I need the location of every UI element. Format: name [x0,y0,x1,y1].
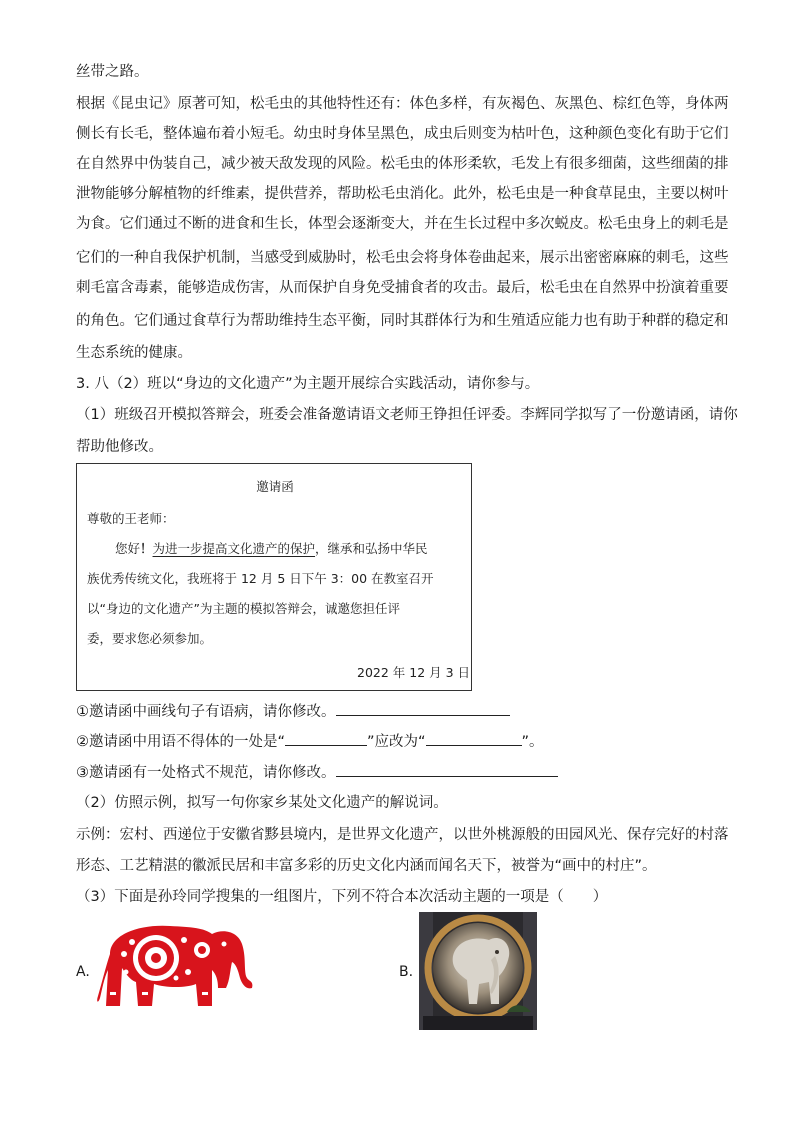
option-a-label: A. [76,964,90,980]
item-3 [76,762,558,783]
sub-question-3: （3）下面是孙玲同学搜集的一组图片，下列不符合本次活动主题的一项是（ ） [76,889,608,905]
underlined-sentence: 为进一步提高文化遗产的保护 [152,541,316,556]
text-line: 泄物能够分解植物的纤维素，提供营养，帮助松毛虫消化。此外，松毛虫是一种食草昆虫，主要以树叶 [76,186,729,202]
sub-question-1: （1）班级召开模拟答辩会，班委会准备邀请语文老师王铮担任评委。李辉同学拟写了一份邀请函，请你 [76,407,738,423]
letter-body-text: ，继承和弘扬中华民 [315,541,428,556]
text-line: 根据《昆虫记》原著可知，松毛虫的其他特性还有：体色多样，有灰褐色、灰黑色、棕红色等，身体两 [76,96,729,112]
text-line: 丝带之路。 [76,64,149,80]
letter-greeting: 您好 [115,541,141,556]
option-b-label: B. [399,964,414,980]
sub-question-2: （2）仿照示例，拟写一句你家乡某处文化遗产的解说词。 [76,795,448,811]
answer-blank[interactable] [336,701,510,716]
letter-body-line [115,540,428,558]
framed-elephant-image[interactable] [419,912,537,1030]
example-line: 形态、工艺精湛的徽派民居和丰富多彩的历史文化内涵而闻名天下，被誉为“画中的村庄”。 [76,858,657,874]
item-2-text: ”。 [521,734,544,750]
papercut-elephant-image[interactable] [96,918,254,1022]
letter-body-line: 族优秀传统文化，我班将于 12 月 5 日下午 3：00 在教室召开 [87,571,434,586]
item-2-text: ”应改为“ [367,734,426,750]
invitation-letter-box [76,463,472,691]
example-line: 示例：宏村、西递位于安徽省黟县境内，是世界文化遗产，以世外桃源般的田园风光、保存完好的村落 [76,827,729,843]
text-line: 刺毛富含毒素，能够造成伤害，从而保护自身免受捕食者的攻击。最后，松毛虫在自然界中扮演着重要 [76,280,729,296]
item-1-text: ①邀请函中画线句子有语病，请你修改。 [76,704,336,720]
text-line: 在自然界中伪装自己，减少被天敌发现的风险。松毛虫的体形柔软，毛发上有很多细菌，这些细菌的排 [76,156,729,172]
letter-body-line: 委，要求您必须参加。 [87,631,213,646]
sub-question-1-cont: 帮助他修改。 [76,439,163,455]
text-line: 它们的一种自我保护机制，当感受到威胁时，松毛虫会将身体卷曲起来，展示出密密麻麻的刺毛，这些 [76,250,729,266]
item-1 [76,701,510,722]
question-3-intro: 3. 八（2）班以“身边的文化遗产”为主题开展综合实践活动，请你参与。 [76,376,540,392]
answer-blank[interactable] [426,731,522,746]
text-line: 生态系统的健康。 [76,345,192,361]
letter-date: 2022 年 12 月 3 日 [357,665,471,680]
answer-blank[interactable] [285,731,367,746]
letter-salutation: 尊敬的王老师： [87,511,175,526]
answer-blank[interactable] [336,762,558,777]
letter-exclamation: ！ [140,541,153,556]
text-line: 为食。它们通过不断的进食和生长，体型会逐渐变大，并在生长过程中多次蜕皮。松毛虫身上的刺毛是 [76,216,729,232]
item-3-text: ③邀请函有一处格式不规范，请你修改。 [76,765,336,781]
letter-title: 邀请函 [256,479,294,494]
text-line: 侧长有长毛，整体遍布着小短毛。幼虫时身体呈黑色，成虫后则变为枯叶色，这种颜色变化有助于它们 [76,126,729,142]
text-line: 的角色。它们通过食草行为帮助维持生态平衡，同时其群体行为和生殖适应能力也有助于种群的稳定和 [76,313,729,329]
item-2 [76,731,544,752]
letter-body-line: 以“身边的文化遗产”为主题的模拟答辩会，诚邀您担任评 [87,601,400,616]
item-2-text: ②邀请函中用语不得体的一处是“ [76,734,286,750]
